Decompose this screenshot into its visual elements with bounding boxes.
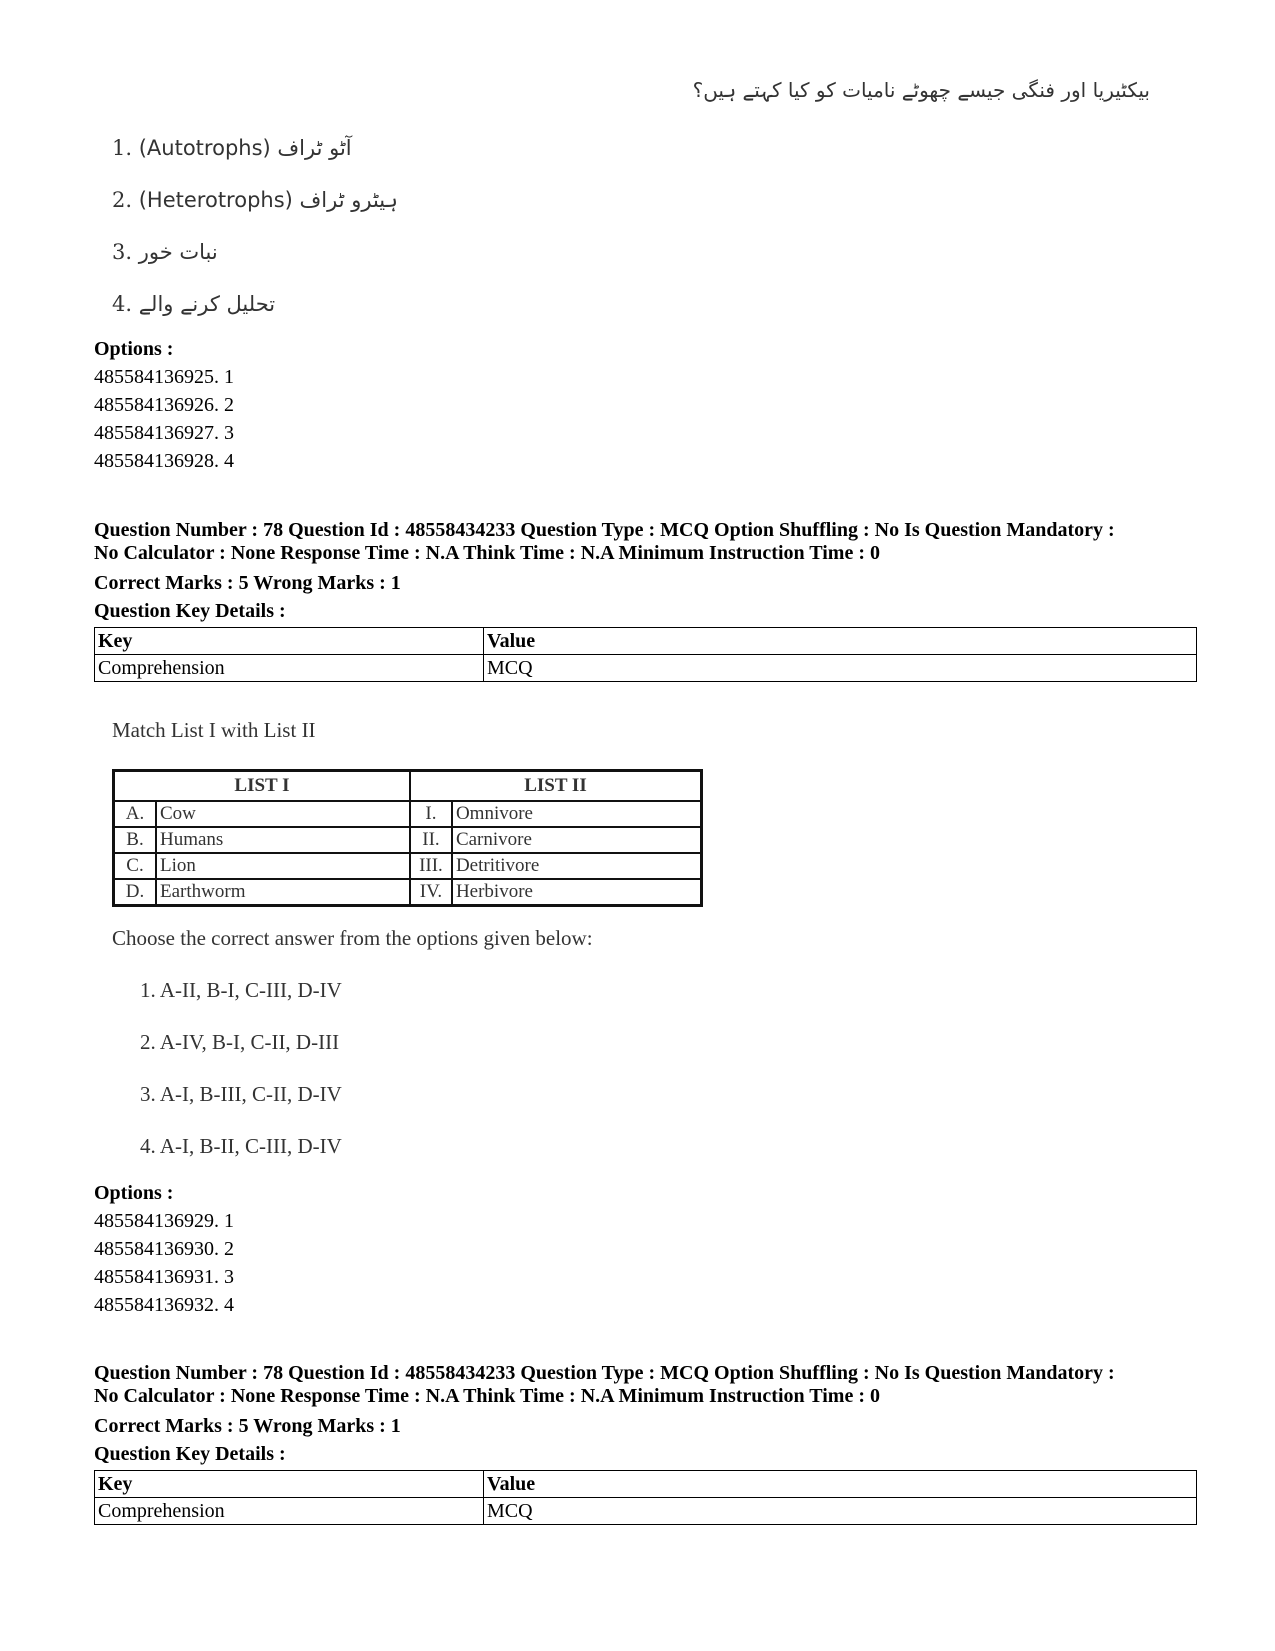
option-text: (Heterotrophs) ہیٹرو ٹراف xyxy=(138,188,398,212)
answer-choice-4: 4. A-I, B-II, C-III, D-IV xyxy=(140,1134,342,1158)
list1-label: A. xyxy=(114,801,157,827)
value-header: Value xyxy=(484,628,1197,655)
key-details-label: Question Key Details : xyxy=(94,1443,286,1465)
key-header: Key xyxy=(95,628,484,655)
option-id-line: 485584136925. 1 xyxy=(94,366,234,388)
marks-line: Correct Marks : 5 Wrong Marks : 1 xyxy=(94,1415,401,1437)
list1-item: Cow xyxy=(156,801,410,827)
key-header: Key xyxy=(95,1471,484,1498)
list1-header: LIST I xyxy=(114,771,410,802)
table-row xyxy=(114,827,702,853)
option-text: نبات خور xyxy=(138,240,218,264)
option-number: 3. xyxy=(112,240,133,264)
option-id-line: 485584136932. 4 xyxy=(94,1294,234,1316)
question-meta-line1: Question Number : 78 Question Id : 48558434233 Question Type : MCQ Option Shuffling : No Is Question Mandatory : xyxy=(94,519,1115,541)
marks-line: Correct Marks : 5 Wrong Marks : 1 xyxy=(94,572,401,594)
answer-choice-2: 2. A-IV, B-I, C-II, D-III xyxy=(140,1030,340,1054)
table-row xyxy=(114,879,702,906)
question-meta xyxy=(94,1362,1204,1408)
options-label: Options : xyxy=(94,338,174,360)
choose-instruction: Choose the correct answer from the options given below: xyxy=(112,926,593,950)
list2-item: Omnivore xyxy=(452,801,702,827)
table-row xyxy=(114,853,702,879)
value-cell: MCQ xyxy=(484,1498,1197,1525)
option-number: 2. xyxy=(112,188,133,212)
answer-choice-1: 1. A-II, B-I, C-III, D-IV xyxy=(140,978,342,1002)
list2-label: III. xyxy=(410,853,452,879)
option-id-line: 485584136929. 1 xyxy=(94,1210,234,1232)
list1-item: Earthworm xyxy=(156,879,410,906)
option-id-line: 485584136928. 4 xyxy=(94,450,234,472)
question-option-4 xyxy=(112,292,275,316)
list2-label: II. xyxy=(410,827,452,853)
value-header: Value xyxy=(484,1471,1197,1498)
match-title: Match List I with List II xyxy=(112,718,316,742)
list1-item: Humans xyxy=(156,827,410,853)
table-row xyxy=(114,801,702,827)
option-id-line: 485584136931. 3 xyxy=(94,1266,234,1288)
question-meta xyxy=(94,519,1204,565)
list2-header: LIST II xyxy=(410,771,702,802)
list1-label: B. xyxy=(114,827,157,853)
list1-label: D. xyxy=(114,879,157,906)
question-meta-line2: No Calculator : None Response Time : N.A Think Time : N.A Minimum Instruction Time : 0 xyxy=(94,542,880,564)
key-details-label: Question Key Details : xyxy=(94,600,286,622)
options-label: Options : xyxy=(94,1182,174,1204)
question-option-3 xyxy=(112,240,218,264)
option-id-line: 485584136926. 2 xyxy=(94,394,234,416)
option-text: (Autotrophs) آٹو ٹراف xyxy=(138,136,352,160)
list1-label: C. xyxy=(114,853,157,879)
option-id-line: 485584136927. 3 xyxy=(94,422,234,444)
option-text: تحلیل کرنے والے xyxy=(138,292,276,316)
list2-item: Herbivore xyxy=(452,879,702,906)
match-list-table xyxy=(112,769,703,907)
list2-label: I. xyxy=(410,801,452,827)
list2-item: Detritivore xyxy=(452,853,702,879)
list2-label: IV. xyxy=(410,879,452,906)
question-meta-line2: No Calculator : None Response Time : N.A Think Time : N.A Minimum Instruction Time : 0 xyxy=(94,1385,880,1407)
answer-choice-3: 3. A-I, B-III, C-II, D-IV xyxy=(140,1082,342,1106)
question-meta-line1: Question Number : 78 Question Id : 48558434233 Question Type : MCQ Option Shuffling : No Is Question Mandatory : xyxy=(94,1362,1115,1384)
list2-item: Carnivore xyxy=(452,827,702,853)
key-cell: Comprehension xyxy=(95,1498,484,1525)
key-cell: Comprehension xyxy=(95,655,484,682)
key-details-table xyxy=(94,627,1197,682)
value-cell: MCQ xyxy=(484,655,1197,682)
option-number: 4. xyxy=(112,292,133,316)
question-text-urdu: بیکٹیریا اور فنگی جیسے چھوٹے نامیات کو کیا کہتے ہیں؟ xyxy=(692,78,1150,102)
question-option-1 xyxy=(112,136,352,160)
key-details-table xyxy=(94,1470,1197,1525)
list1-item: Lion xyxy=(156,853,410,879)
question-option-2 xyxy=(112,188,398,212)
option-id-line: 485584136930. 2 xyxy=(94,1238,234,1260)
option-number: 1. xyxy=(112,136,133,160)
